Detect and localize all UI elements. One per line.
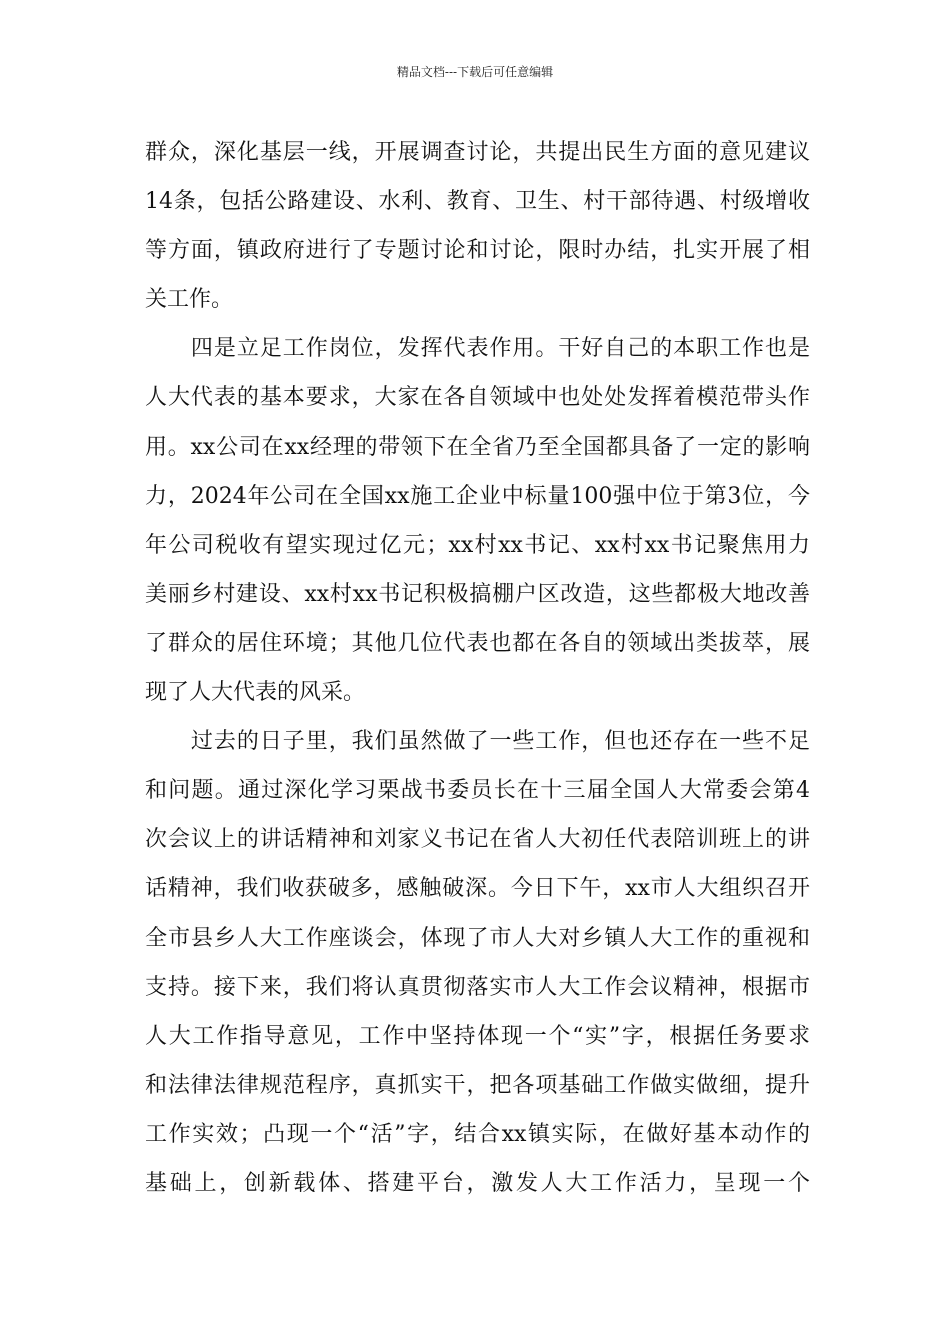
text-line: 了群众的居住环境；其他几位代表也都在各自的领域出类拔萃，展 <box>145 630 810 656</box>
text-line: 全市县乡人大工作座谈会，体现了市人大对乡镇人大工作的重视和 <box>145 925 810 951</box>
text-line: 话精神，我们收获破多，感触破深。今日下午，xx市人大组织召开 <box>145 876 810 902</box>
text-line: 群众，深化基层一线，开展调查讨论，共提出民生方面的意见建议 <box>145 140 810 165</box>
page-header: 精品文档---下载后可任意编辑 <box>396 65 554 79</box>
text-line: 用。xx公司在xx经理的带领下在全省乃至全国都具备了一定的影响 <box>145 434 810 460</box>
text-line: 工作实效；凸现一个“活”字，结合xx镇实际，在做好基本动作的 <box>145 1121 810 1147</box>
text-line: 年公司税收有望实现过亿元；xx村xx书记、xx村xx书记聚焦用力 <box>145 532 810 558</box>
text-line: 四是立足工作岗位，发挥代表作用。干好自己的本职工作也是 <box>145 336 810 362</box>
document-body <box>145 128 810 1208</box>
text-line: 人大代表的基本要求，大家在各自领域中也处处发挥着模范带头作 <box>145 385 810 411</box>
text-line: 等方面，镇政府进行了专题讨论和讨论，限时办结，扎实开展了相 <box>145 238 810 264</box>
text-line: 人大工作指导意见，工作中坚持体现一个“实”字，根据任务要求 <box>145 1023 810 1049</box>
text-line: 基础上，创新载体、搭建平台，激发人大工作活力，呈现一个 <box>145 1170 810 1196</box>
text-line: 过去的日子里，我们虽然做了一些工作，但也还存在一些不足 <box>145 729 810 755</box>
text-line: 次会议上的讲话精神和刘家义书记在省人大初任代表陪训班上的讲 <box>145 827 810 853</box>
text-line: 和法律法律规范程序，真抓实干，把各项基础工作做实做细，提升 <box>145 1072 810 1098</box>
text-line: 现了人大代表的风采。 <box>145 680 366 706</box>
text-line: 和问题。通过深化学习栗战书委员长在十三届全国人大常委会第4 <box>145 778 810 804</box>
text-line: 支持。接下来，我们将认真贯彻落实市人大工作会议精神，根据市 <box>145 974 810 1000</box>
text-line: 美丽乡村建设、xx村xx书记积极搞棚户区改造，这些都极大地改善 <box>145 581 810 607</box>
text-line: 14条，包括公路建设、水利、教育、卫生、村干部待遇、村级增收 <box>145 189 810 215</box>
text-line: 力，2024年公司在全国xx施工企业中标量100强中位于第3位，今 <box>145 483 810 509</box>
text-line: 关工作。 <box>145 287 234 313</box>
